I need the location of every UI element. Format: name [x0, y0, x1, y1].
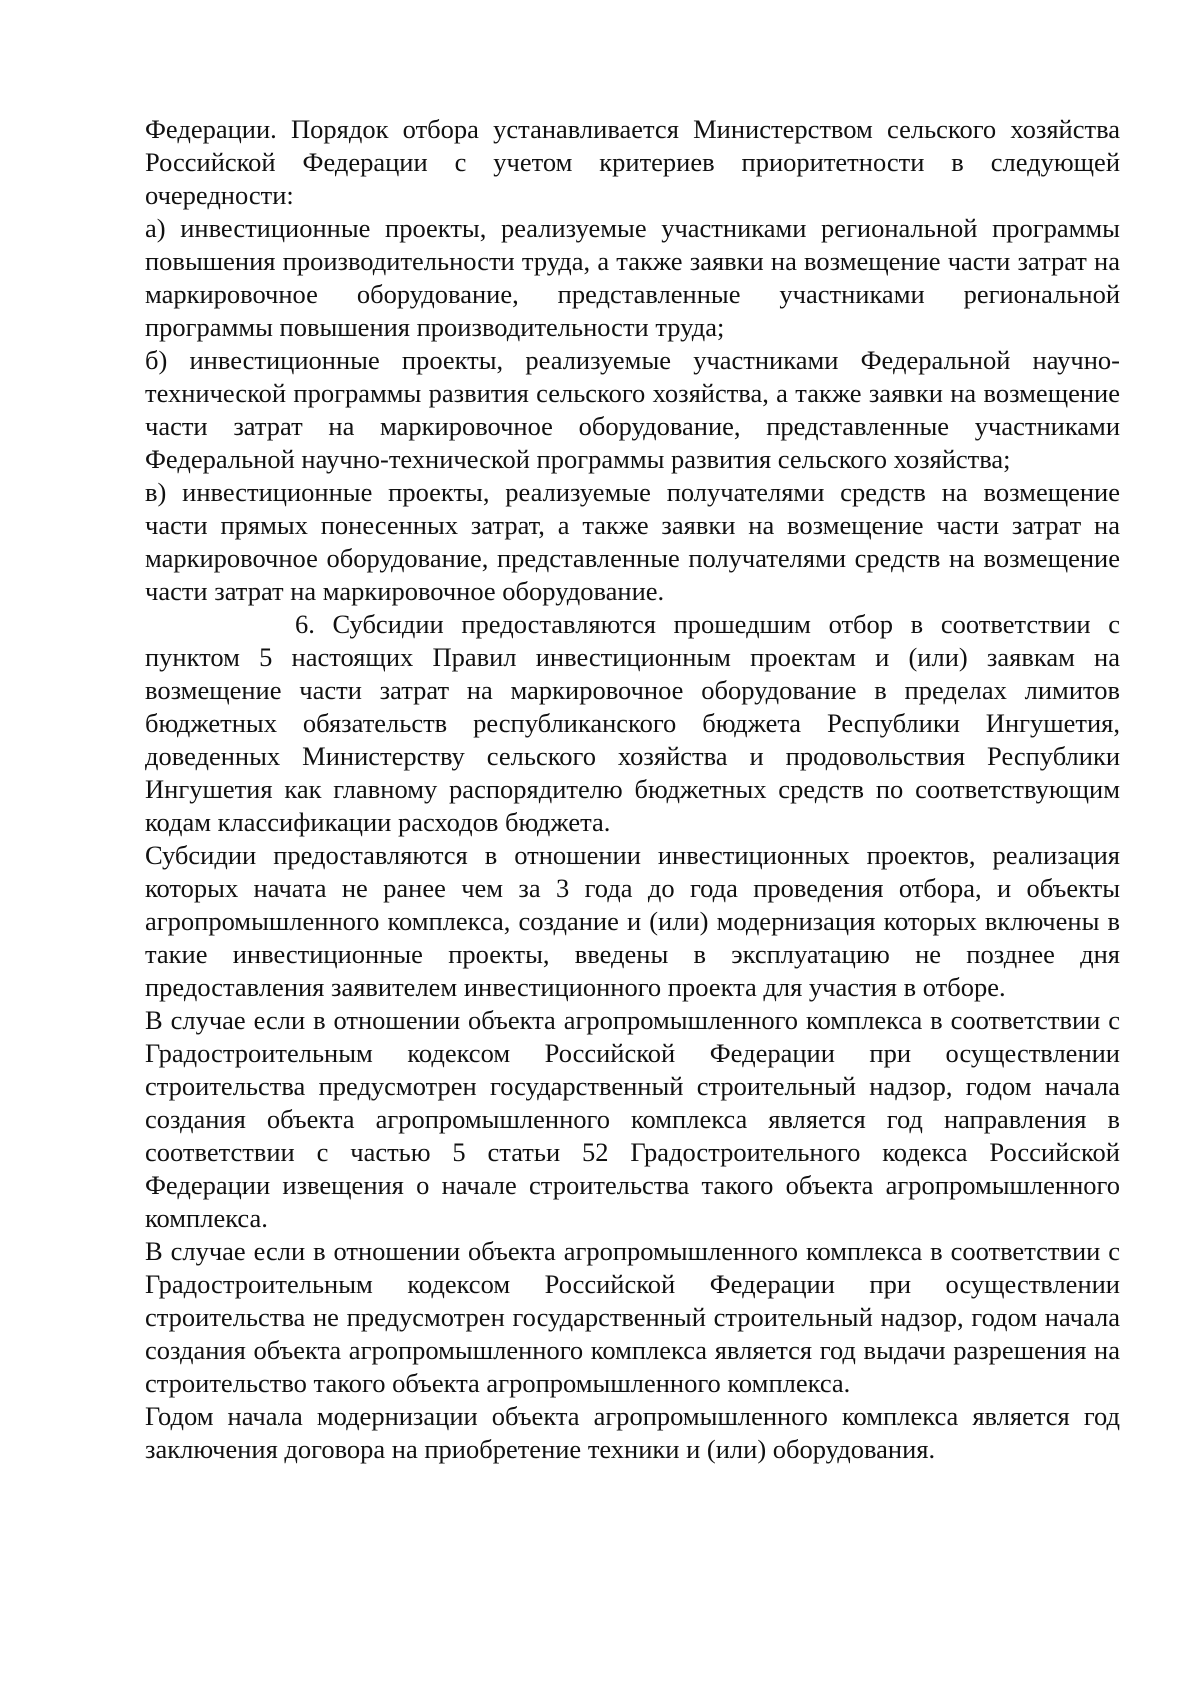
- paragraph-item-b: б) инвестиционные проекты, реализуемые участниками Федеральной научно-технической программы развития сельского хозяйства, а также заявки на возмещение части затрат на маркировочное оборудование, представленные участниками Федеральной научно-технической программы развития сельского хозяйства;: [145, 345, 1120, 474]
- paragraph-point-6: 6. Субсидии предоставляются прошедшим отбор в соответствии с пунктом 5 настоящих Правил инвестиционным проектам и (или) заявкам на возмещение части затрат на маркировочное оборудование в пределах лимитов бюджетных обязательств республиканского бюджета Республики Ингушетия, доведенных Министерству сельского хозяйства и продовольствия Республики Ингушетия как главному распорядителю бюджетных средств по соответствующим кодам классификации расходов бюджета.: [145, 609, 1120, 837]
- paragraph-construction-supervision: В случае если в отношении объекта агропромышленного комплекса в соответствии с Градостроительным кодексом Российской Федерации при осуществлении строительства предусмотрен государственный строительный надзор, годом начала создания объекта агропромышленного комплекса является год направления в соответствии с частью 5 статьи 52 Градостроительного кодекса Российской Федерации извещения о начале строительства такого объекта агропромышленного комплекса.: [145, 1005, 1120, 1233]
- paragraph-item-a: а) инвестиционные проекты, реализуемые участниками региональной программы повышения производительности труда, а также заявки на возмещение части затрат на маркировочное оборудование, представленные участниками региональной программы повышения производительности труда;: [145, 213, 1120, 342]
- paragraph-intro-continuation: Федерации. Порядок отбора устанавливается Министерством сельского хозяйства Российской Федерации с учетом критериев приоритетности в следующей очередности:: [145, 114, 1120, 210]
- paragraph-modernization-start: Годом начала модернизации объекта агропромышленного комплекса является год заключения договора на приобретение техники и (или) оборудования.: [145, 1401, 1120, 1464]
- document-page: [145, 113, 1120, 1466]
- paragraph-subsidies-conditions: Субсидии предоставляются в отношении инвестиционных проектов, реализация которых начата не ранее чем за 3 года до года проведения отбора, и объекты агропромышленного комплекса, создание и (или) модернизация которых включены в такие инвестиционные проекты, введены в эксплуатацию не позднее дня предоставления заявителем инвестиционного проекта для участия в отборе.: [145, 840, 1120, 1002]
- paragraph-item-v: в) инвестиционные проекты, реализуемые получателями средств на возмещение части прямых понесенных затрат, а также заявки на возмещение части затрат на маркировочное оборудование, представленные получателями средств на возмещение части затрат на маркировочное оборудование.: [145, 477, 1120, 606]
- paragraph-construction-no-supervision: В случае если в отношении объекта агропромышленного комплекса в соответствии с Градостроительным кодексом Российской Федерации при осуществлении строительства не предусмотрен государственный строительный надзор, годом начала создания объекта агропромышленного комплекса является год выдачи разрешения на строительство такого объекта агропромышленного комплекса.: [145, 1236, 1120, 1398]
